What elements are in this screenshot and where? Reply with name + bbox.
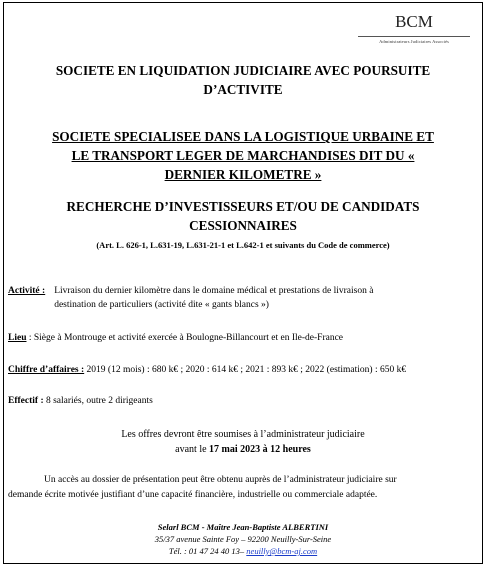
- field-activite: [8, 284, 476, 312]
- announcement-page: [3, 2, 483, 564]
- effectif-label: Effectif :: [8, 396, 44, 406]
- deadline-date: 17 mai 2023 à 12 heures: [209, 444, 311, 455]
- effectif-value: 8 salariés, outre 2 dirigeants: [43, 396, 153, 406]
- investor-search-heading: RECHERCHE D’INVESTISSEURS ET/OU DE CANDIDATS CESSIONNAIRES: [66, 199, 420, 233]
- signature-block: [4, 521, 482, 557]
- signatory-contact: Tél. : 01 47 24 40 13– neuilly@bcm-aj.com: [168, 546, 318, 556]
- lieu-label: Lieu: [8, 333, 27, 343]
- company-status-heading: SOCIETE EN LIQUIDATION JUDICIAIRE AVEC POURSUITE D’ACTIVITE: [55, 63, 431, 97]
- company-description-heading: SOCIETE SPECIALISEE DANS LA LOGISTIQUE URBAINE ET LE TRANSPORT LEGER DE MARCHANDISES DIT DU « DERNIER KILOMETRE »: [52, 129, 434, 182]
- activite-value: Livraison du dernier kilomètre dans le domaine médical et prestations de livraison à destination de particuliers (activité dite « gants blancs »): [54, 286, 374, 310]
- offers-deadline: Les offres devront être soumises à l’administrateur judiciaire avant le 17 mai 2023 à 12 heures: [121, 429, 365, 455]
- email-link[interactable]: neuilly@bcm-aj.com: [246, 546, 318, 556]
- logo-mark: BCM: [395, 12, 433, 31]
- lieu-value: : Siège à Montrouge et activité exercée à Boulogne-Billancourt et en Ile-de-France: [26, 333, 344, 343]
- ca-value: 2019 (12 mois) : 680 k€ ; 2020 : 614 k€ ; 2021 : 893 k€ ; 2022 (estimation) : 650 k€: [84, 365, 407, 375]
- legal-references: (Art. L. 626-1, L.631-19, L.631-21-1 et L.642-1 et suivants du Code de commerce): [96, 240, 390, 250]
- signatory-name: Selarl BCM - Maître Jean-Baptiste ALBERTINI: [157, 522, 329, 532]
- field-chiffre-affaires: [8, 363, 476, 377]
- activite-label: Activité :: [8, 286, 46, 296]
- bcm-logo: [358, 11, 470, 44]
- field-lieu: [8, 331, 476, 345]
- field-effectif: [8, 394, 476, 408]
- logo-tagline: Administrateurs Judiciaires Associés: [379, 39, 449, 44]
- access-notice: Un accès au dossier de présentation peut être obtenu auprès de l’administrateur judiciaire sur demande écrite motivée justifiant d’une capacité financière, industrielle ou commerciale adaptée.: [8, 475, 397, 500]
- ca-label: Chiffre d’affaires :: [8, 365, 85, 375]
- signatory-address: 35/37 avenue Sainte Foy – 92200 Neuilly-Sur-Seine: [154, 534, 332, 544]
- logo-divider: [358, 36, 470, 37]
